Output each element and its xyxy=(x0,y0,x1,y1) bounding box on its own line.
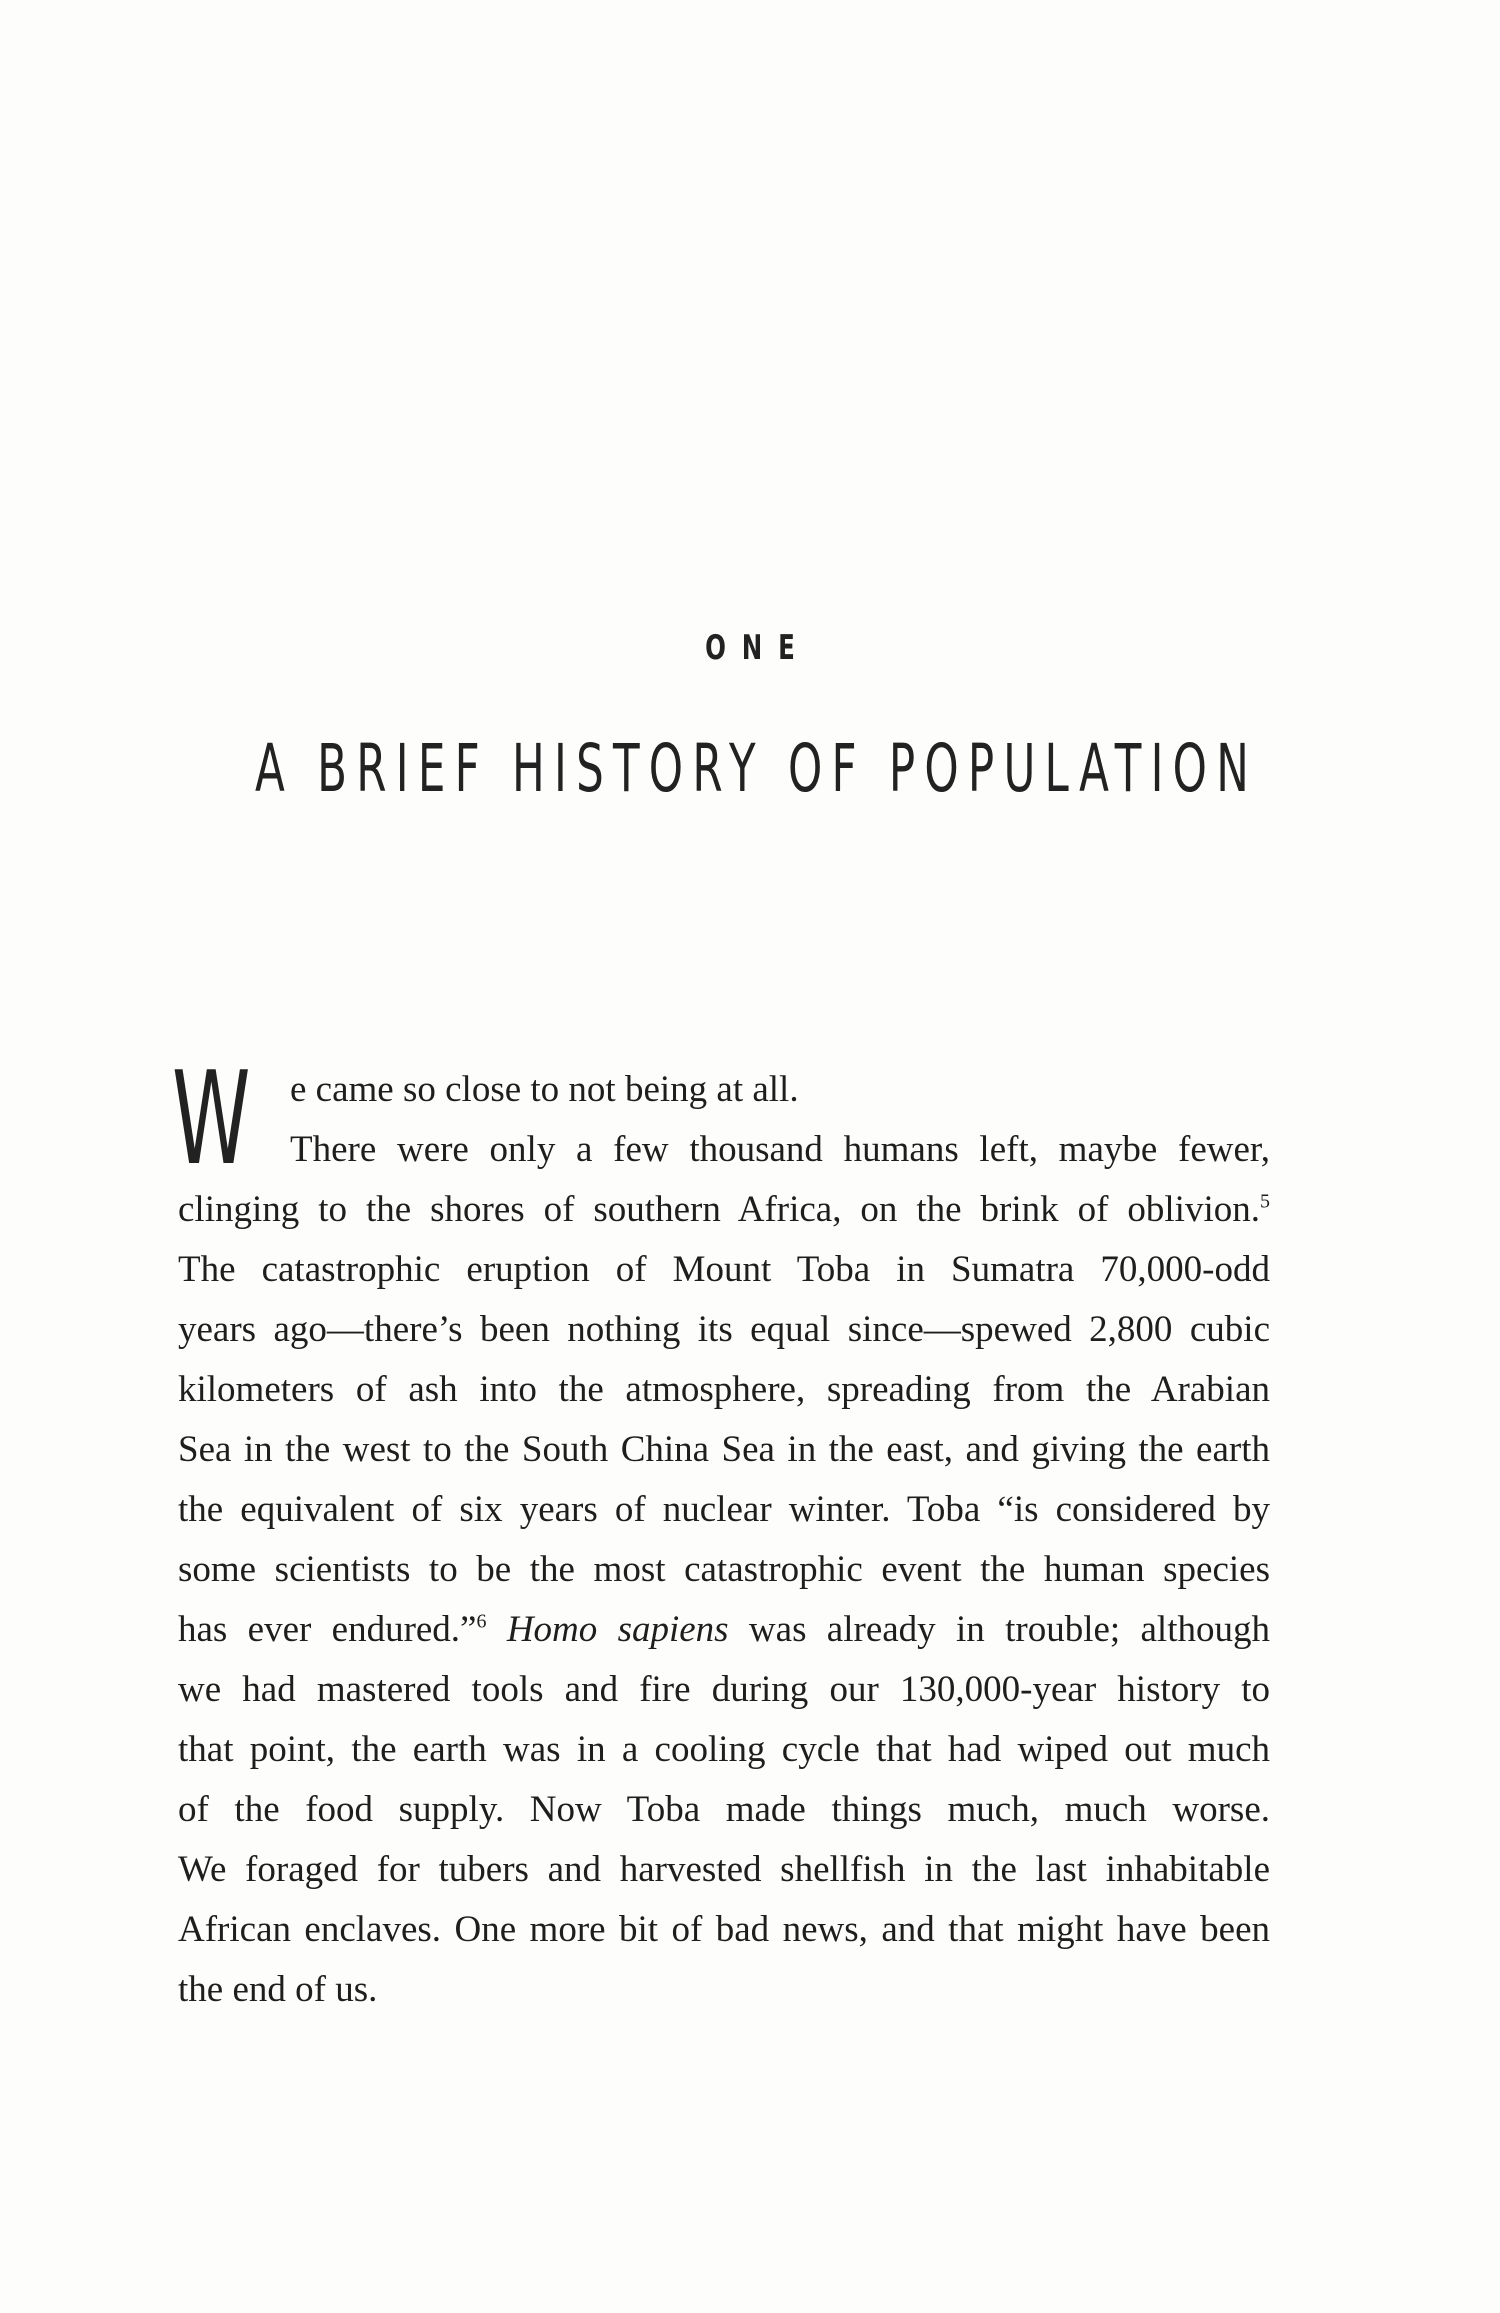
text-line: the end of us. xyxy=(178,1969,378,2010)
text-line: years ago—there’s been nothing its equal since—spewed 2,800 cubic xyxy=(178,1309,1270,1350)
body-paragraph xyxy=(172,1045,1270,2020)
text-line: Sea in the west to the South China Sea in the east, and giving the earth xyxy=(178,1429,1270,1470)
text-line: African enclaves. One more bit of bad news, and that might have been xyxy=(178,1909,1270,1950)
text-segment: has ever endured.” xyxy=(178,1609,477,1650)
text-line: There were only a few thousand humans left, maybe fewer, xyxy=(290,1129,1270,1170)
chapter-title: A BRIEF HISTORY OF POPULATION xyxy=(254,730,1259,807)
footnote-marker: 6 xyxy=(476,1610,487,1633)
text-line: some scientists to be the most catastrophic event the human species xyxy=(178,1549,1270,1590)
text-segment: clinging to the shores of southern Africa, on the brink of oblivion. xyxy=(178,1189,1260,1230)
drop-cap: W xyxy=(172,1045,251,1194)
text-line: we had mastered tools and fire during our 130,000-year history to xyxy=(178,1669,1270,1710)
italic-term: Homo sapiens xyxy=(506,1609,729,1650)
footnote-marker: 5 xyxy=(1260,1190,1270,1213)
text-line: We foraged for tubers and harvested shellfish in the last inhabitable xyxy=(178,1849,1270,1890)
text-line: The catastrophic eruption of Mount Toba in Sumatra 70,000-odd xyxy=(178,1249,1270,1290)
text-line xyxy=(178,1600,1270,1660)
text-line: e came so close to not being at all. xyxy=(290,1069,799,1110)
text-line: that point, the earth was in a cooling cycle that had wiped out much xyxy=(178,1729,1270,1770)
text-line: the equivalent of six years of nuclear winter. Toba “is considered by xyxy=(178,1489,1270,1530)
text-segment: was already in trouble; although xyxy=(748,1609,1270,1650)
text-line xyxy=(178,1180,1270,1240)
text-line: kilometers of ash into the atmosphere, spreading from the Arabian xyxy=(178,1369,1270,1410)
text-line: of the food supply. Now Toba made things much, much worse. xyxy=(178,1789,1270,1830)
chapter-number: ONE xyxy=(705,628,811,668)
